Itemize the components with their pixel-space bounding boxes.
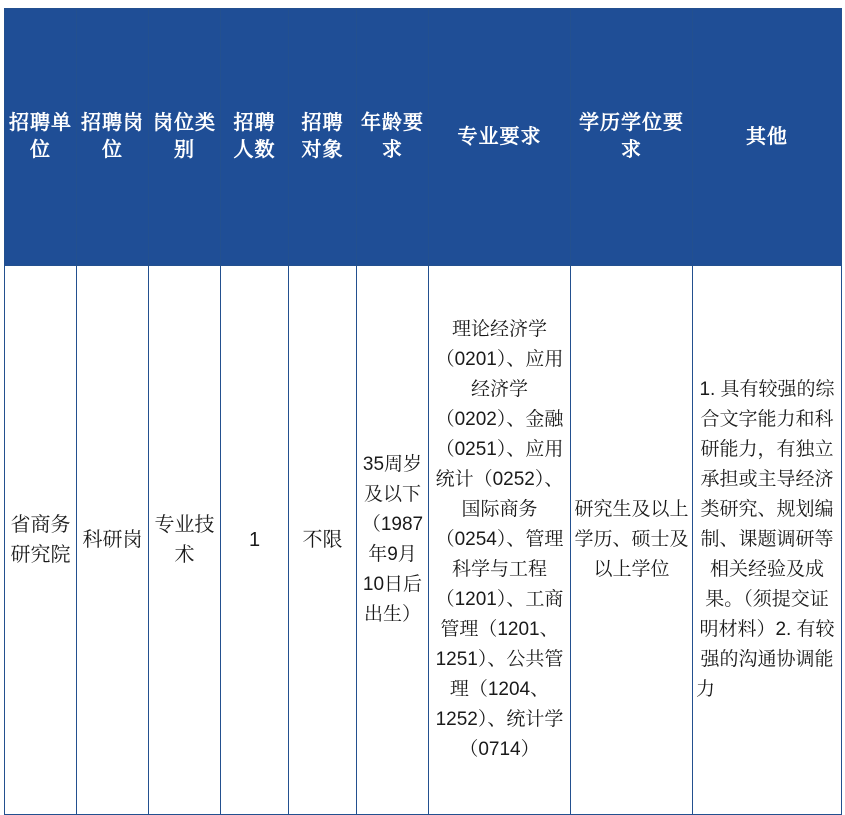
- column-header-count: 招聘人数: [221, 9, 289, 266]
- column-header-age: 年龄要求: [357, 9, 429, 266]
- cell-unit: 省商务研究院: [5, 266, 77, 815]
- table-row: [5, 266, 842, 815]
- table-header: [5, 9, 842, 266]
- cell-category: 专业技术: [149, 266, 221, 815]
- column-header-category: 岗位类别: [149, 9, 221, 266]
- cell-other: 1. 具有较强的综合文字能力和科研能力，有独立承担或主导经济类研究、规划编制、课题调研等相关经验及成果。（须提交证明材料）2. 有较强的沟通协调能力: [693, 266, 842, 815]
- column-header-education: 学历学位要求: [571, 9, 693, 266]
- cell-target: 不限: [289, 266, 357, 815]
- column-header-target: 招聘对象: [289, 9, 357, 266]
- column-header-other: 其他: [693, 9, 842, 266]
- cell-count: 1: [221, 266, 289, 815]
- table-header-row: [5, 9, 842, 266]
- cell-age: 35周岁及以下（1987年9月10日后出生）: [357, 266, 429, 815]
- cell-major: 理论经济学（0201）、应用经济学（0202）、金融（0251）、应用统计（0252）、国际商务（0254）、管理科学与工程（1201）、工商管理（1201、1251）、公共管理（1204、1252）、统计学（0714）: [429, 266, 571, 815]
- column-header-unit: 招聘单位: [5, 9, 77, 266]
- column-header-position: 招聘岗位: [77, 9, 149, 266]
- table-body: [5, 266, 842, 815]
- column-header-major: 专业要求: [429, 9, 571, 266]
- recruitment-table: [4, 8, 842, 815]
- cell-position: 科研岗: [77, 266, 149, 815]
- cell-education: 研究生及以上学历、硕士及以上学位: [571, 266, 693, 815]
